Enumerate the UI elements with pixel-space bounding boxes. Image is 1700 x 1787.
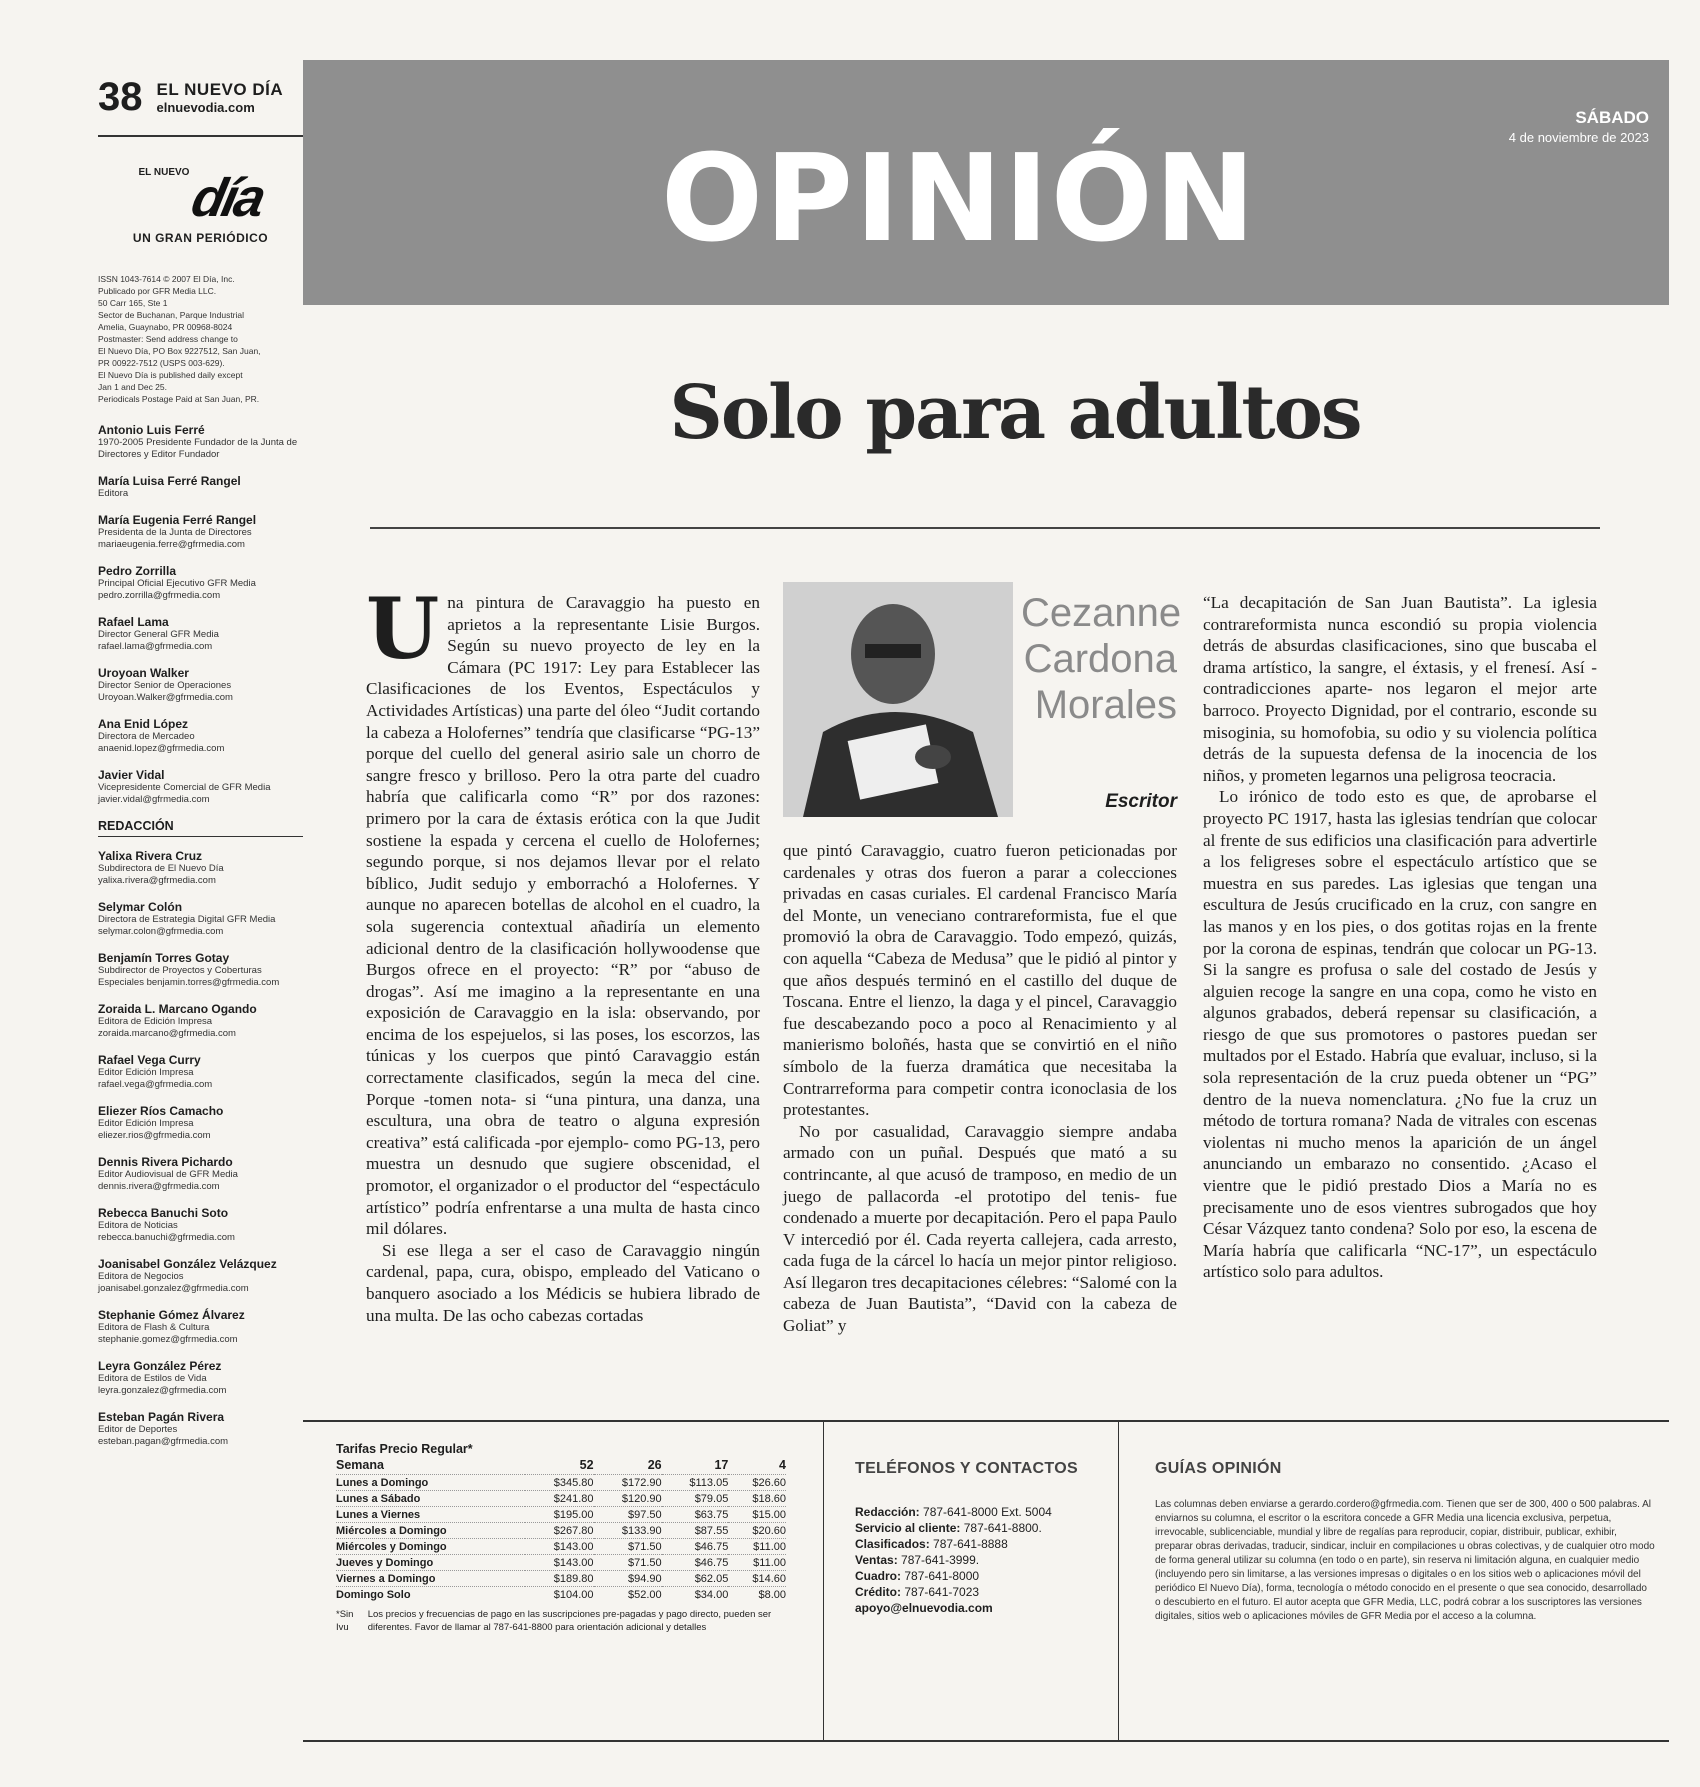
rate-value: $63.75 <box>662 1507 729 1523</box>
article-paragraph: Lo irónico de todo esto es que, de aprobarse el proyecto PC 1917, hasta las iglesias tendrían que colocar al frente de sus edificios una clasificación para advertirle a los feligreses sobre el espectáculo artístico que se muestra en sus paredes. Las iglesias que tengan una escultura de Jesús crucificado en la cruz, con sangre en las manos y en los pies, o dos gotitas rojas en la frente por la corona de espinas, tendrán que colocar un PG-13. Si la sangre es profusa o sale del costado de Jesús y alguien recoge la sangre en una copa, como he visto en algunos grabados, deberá repensar su clasificación, a riesgo de que sus promotores o pastores puedan ser multados por el Estado. Habría que evaluar, incluso, si la sola representación de la cruz pueda obtener un “PG” dentro de la nueva nomenclatura. ¿No fue la cruz un método de tortura romana? Nada de vitrales con escenas violentas ni mucho menos la aparición de un ángel anunciando un embarazo no consentido. ¿Acaso el vientre que le pidió prestado Dios a María no es precisamente uno de esos vientres subrogados que hoy César Vázquez tanto condena? Solo por eso, la escena de María habría que calificarla “NC-17”, un espectáculo artístico solo para adultos. <box>1203 787 1597 1282</box>
staff-role: Directora de Mercadeo anaenid.lopez@gfrmedia.com <box>98 731 225 754</box>
staff-item <box>98 1206 303 1244</box>
rate-value: $87.55 <box>662 1523 729 1539</box>
staff-list <box>98 423 303 806</box>
staff-role: Director Senior de Operaciones Uroyoan.Walker@gfrmedia.com <box>98 680 233 703</box>
imprint <box>98 273 303 405</box>
staff-role: 1970-2005 Presidente Fundador de la Junta de Directores y Editor Fundador <box>98 437 298 460</box>
redaccion-list <box>98 849 303 1448</box>
staff-role: Editora de Estilos de Vida leyra.gonzalez@gfrmedia.com <box>98 1373 227 1396</box>
rate-label: Lunes a Sábado <box>336 1491 525 1507</box>
contact-item <box>855 1552 1105 1568</box>
staff-role: Editora de Flash & Cultura stephanie.gomez@gfrmedia.com <box>98 1322 238 1345</box>
newspaper-logo <box>98 167 303 245</box>
rates-col-header: Semana <box>336 1458 384 1472</box>
rate-value: $8.00 <box>728 1587 786 1603</box>
imprint-line: El Nuevo Día is published daily except <box>98 370 243 380</box>
masthead-sidebar <box>98 60 303 1687</box>
staff-item <box>98 666 303 704</box>
contact-label: Redacción: <box>855 1505 920 1519</box>
staff-item <box>98 1002 303 1040</box>
paper-url: elnuevodia.com <box>156 100 255 115</box>
staff-item <box>98 951 303 989</box>
staff-role: Editor Edición Impresa rafael.vega@gfrmedia.com <box>98 1067 213 1090</box>
imprint-line: Publicado por GFR Media LLC. <box>98 286 217 296</box>
box-divider <box>1118 1422 1119 1740</box>
box-divider <box>823 1422 824 1740</box>
contact-item <box>855 1584 1105 1600</box>
contacts-title: TELÉFONOS Y CONTACTOS <box>855 1460 1078 1477</box>
rate-label: Viernes a Domingo <box>336 1571 525 1587</box>
staff-item <box>98 615 303 653</box>
staff-item <box>98 1104 303 1142</box>
staff-name: Ana Enid López <box>98 717 188 731</box>
table-row <box>336 1539 786 1555</box>
contact-phone[interactable]: 787-641-7023 <box>904 1585 980 1599</box>
imprint-line: El Nuevo Día, PO Box 9227512, San Juan, <box>98 346 261 356</box>
rate-value: $345.80 <box>525 1475 593 1491</box>
staff-role: Director General GFR Media rafael.lama@gfrmedia.com <box>98 629 219 652</box>
contact-item <box>855 1536 1105 1552</box>
staff-item <box>98 900 303 938</box>
rates-table <box>336 1456 786 1602</box>
table-row <box>336 1475 786 1491</box>
staff-name: Joanisabel González Velázquez <box>98 1257 277 1271</box>
staff-item <box>98 1155 303 1193</box>
author-box <box>783 582 1182 817</box>
rate-label: Lunes a Domingo <box>336 1475 525 1491</box>
staff-name: Pedro Zorrilla <box>98 564 177 578</box>
rates-period: 17 <box>714 1458 729 1472</box>
rate-value: $34.00 <box>662 1587 729 1603</box>
contact-phone[interactable]: 787-641-8000 Ext. 5004 <box>923 1505 1052 1519</box>
rate-value: $143.00 <box>525 1555 593 1571</box>
guias-text: Las columnas deben enviarse a gerardo.cordero@gfrmedia.com. Tienen que ser de 300, 400 o 500 palabras. Al enviarnos su columna, el escritor o la escritora concede a GFR Media una licencia exclusiva, perpetua, irrevocable, sublicenciable, mundial y libre de regalías para reproducir, copiar, distribuir, publicar, exhibir, preparar obras derivadas, traducir, sindicar, incluir en compilaciones u obras colectivas, y de cualquier otro modo de forma general utilizar su columna (en todo o en parte), sin reserva ni limitación alguna, en cualquier medio (incluyendo pero sin limitarse, a las versiones impresas o digitales o en los sitios web o aplicaciones móvil del periódico El Nuevo Día), forma, tecnología o método conocido en el presente o que sea conocido, desarrollado o descubierto en el futuro. El autor acepta que GFR Media, LLC, podrá cobrar a los suscriptores las versiones digitales, sitios web o aplicaciones móviles de GFR Media por el acceso a la columna. <box>1155 1499 1655 1622</box>
paper-name: EL NUEVO DÍA <box>156 80 284 99</box>
staff-item <box>98 1359 303 1397</box>
page-number: 38 <box>98 75 143 119</box>
staff-item <box>98 474 303 500</box>
rate-value: $133.90 <box>594 1523 662 1539</box>
rate-value: $14.60 <box>728 1571 786 1587</box>
staff-role: Editora de Edición Impresa zoraida.marcano@gfrmedia.com <box>98 1016 236 1039</box>
table-row <box>336 1491 786 1507</box>
staff-name: Benjamín Torres Gotay <box>98 951 230 965</box>
section-banner <box>303 60 1669 305</box>
staff-name: Selymar Colón <box>98 900 183 914</box>
paragraph-text: na pintura de Caravaggio ha puesto en aprietos a la representante Lisie Burgos. Según su nuevo proyecto de ley en la Cámara (PC 1917: Ley para Establecer las Clasificaciones de los Eventos, Espectáculos y Actividades Artísticas) una parte del óleo “Judit cortando la cabeza a Holofernes” tendría que clasificarse “PG-13” porque del cuello del general asirio sale un chorro de sangre fresco y brilloso. Pero la otra parte del cuadro habría que calificarla como “R” por dos razones: primero por la cara de éxtasis erótica con la que Judit sostiene la espada y cercena el cuello de Holofernes; segundo porque, si nos dejamos llevar por el relato bíblico, Judit sedujo y emborrachó a Holofernes. Y aunque no aparecen botellas de alcohol en el cuadro, la sola sugerencia contextual añadiría un elemento adicional dentro de la clasificación hollywoodense que Burgos ofrece en el proyecto: “R” por “abuso de drogas”. Así me imagino a la representante en una exposición de Caravaggio en la isla: observando, por encima de los espejuelos, si las poses, los escorzos, las túnicas y los cuerpos que pintó Caravaggio están correctamente clasificados, según la meca del cine. Porque -tomen nota- si “una pintura, una danza, una escultura, una obra de teatro o alguna expresión creativa” está calificada -por ejemplo- como PG-13, pero muestra un desnudo que sugiere obscenidad, el promotor, el organizador o el productor del “espectáculo artístico” podría enfrentarse a una multa de hasta cinco mil dólares. <box>366 593 760 1239</box>
article-headline: Solo para adultos <box>669 370 1361 456</box>
logo-small-text: EL NUEVO <box>138 167 190 178</box>
imprint-line: Amelia, Guaynabo, PR 00968-8024 <box>98 322 233 332</box>
contact-phone[interactable]: 787-641-8000 <box>904 1569 980 1583</box>
rates-period: 4 <box>779 1458 786 1472</box>
staff-role: Vicepresidente Comercial de GFR Media javier.vidal@gfrmedia.com <box>98 782 271 805</box>
article-paragraph: Si ese llega a ser el caso de Caravaggio ningún cardenal, papa, cura, obispo, empleado del Vaticano o banquero asociado a los Médicis se hubiera librado de una multa. De las ocho cabezas cortadas <box>366 1240 760 1325</box>
article-paragraph: “La decapitación de San Juan Bautista”. La iglesia contrareformista nunca escondió su propia violencia detrás de absurdas clasificaciones, sino que buscaba el drama artístico, la sangre, el éxtasis, y el frenesí. Así -contradicciones aparte- nos legaron el mejor arte barroco. Proyecto Dignidad, por el contrario, esconde su misoginia, su homofobia, su odio y su violencia política detrás de la supuesta defensa de la inocencia de los niños, y prometen legarnos una peligrosa teocracia. <box>1203 593 1597 785</box>
staff-item <box>98 717 303 755</box>
rate-value: $104.00 <box>525 1587 593 1603</box>
staff-name: Rebecca Banuchi Soto <box>98 1206 229 1220</box>
article-column-2 <box>783 840 1177 1337</box>
article-paragraph: que pintó Caravaggio, cuatro fueron peticionadas por cardenales y otras dos fueron a parar a colecciones privadas en casas curiales. El cardenal Francisco María del Monte, un veneciano contrareformista, fue el que promovió la obra de Caravaggio. Todo empezó, quizás, con aquella “Cabeza de Medusa” que le pidió al pintor y que años después terminó en el castillo del duque de Toscana. Entre el lienzo, la daga y el pincel, Caravaggio fue descabezando poco a poco al Renacimiento y al manierismo boloñés, hasta que se convirtió en el niño símbolo de la fuerza dramática que necesitaba la Contrarreforma para competir contra iconoclasia de los protestantes. <box>783 841 1177 1120</box>
imprint-line: Sector de Buchanan, Parque Industrial <box>98 310 245 320</box>
rate-value: $52.00 <box>594 1587 662 1603</box>
staff-name: Dennis Rivera Pichardo <box>98 1155 233 1169</box>
rates-header-row <box>336 1456 786 1475</box>
rate-value: $172.90 <box>594 1475 662 1491</box>
redaccion-label: REDACCIÓN <box>98 819 303 837</box>
rate-label: Miércoles a Domingo <box>336 1523 525 1539</box>
staff-role: Principal Oficial Ejecutivo GFR Media pedro.zorrilla@gfrmedia.com <box>98 578 256 601</box>
rate-label: Jueves y Domingo <box>336 1555 525 1571</box>
staff-name: María Luisa Ferré Rangel <box>98 474 241 488</box>
contacts-list <box>855 1504 1105 1616</box>
rates-title: Tarifas Precio Regular* <box>336 1442 473 1456</box>
imprint-line: Periodicals Postage Paid at San Juan, PR. <box>98 394 260 404</box>
staff-role: Editor Audiovisual de GFR Media dennis.rivera@gfrmedia.com <box>98 1169 238 1192</box>
table-row <box>336 1555 786 1571</box>
contact-label: Ventas: <box>855 1553 898 1567</box>
rate-value: $189.80 <box>525 1571 593 1587</box>
imprint-line: 50 Carr 165, Ste 1 <box>98 298 168 308</box>
contact-item <box>855 1520 1105 1536</box>
staff-name: Zoraida L. Marcano Ogando <box>98 1002 257 1016</box>
rates-period: 52 <box>579 1458 594 1472</box>
staff-role: Editor Edición Impresa eliezer.rios@gfrmedia.com <box>98 1118 211 1141</box>
rate-value: $143.00 <box>525 1539 593 1555</box>
author-role: Escritor <box>1105 791 1177 812</box>
staff-role: Subdirectora de El Nuevo Día yalixa.rivera@gfrmedia.com <box>98 863 224 886</box>
rate-value: $120.90 <box>594 1491 662 1507</box>
imprint-line: PR 00922-7512 (USPS 003-629). <box>98 358 225 368</box>
imprint-line: Postmaster: Send address change to <box>98 334 238 344</box>
contact-phone[interactable]: 787-641-3999. <box>901 1553 980 1567</box>
table-row <box>336 1507 786 1523</box>
rate-value: $15.00 <box>728 1507 786 1523</box>
staff-name: Stephanie Gómez Álvarez <box>98 1308 245 1322</box>
staff-name: Rafael Lama <box>98 615 169 629</box>
staff-item <box>98 849 303 887</box>
contact-phone[interactable]: 787-641-8800. <box>963 1521 1042 1535</box>
logo-word: día <box>187 168 269 228</box>
rates-period: 26 <box>647 1458 662 1472</box>
drop-cap: U <box>366 579 440 678</box>
staff-role: Editor de Deportes esteban.pagan@gfrmedia.com <box>98 1424 229 1447</box>
article-column-3 <box>1203 592 1597 1283</box>
page-header <box>98 60 303 137</box>
staff-role: Presidenta de la Junta de Directores mariaeugenia.ferre@gfrmedia.com <box>98 527 252 550</box>
contact-email[interactable]: apoyo@elnuevodia.com <box>855 1601 993 1615</box>
staff-item <box>98 1257 303 1295</box>
rate-label: Lunes a Viernes <box>336 1507 525 1523</box>
staff-item <box>98 1053 303 1091</box>
guias-section <box>1155 1460 1655 1624</box>
contact-label: Cuadro: <box>855 1569 901 1583</box>
imprint-line: Jan 1 and Dec 25. <box>98 382 167 392</box>
staff-role: Subdirector de Proyectos y Coberturas Especiales benjamin.torres@gfrmedia.com <box>98 965 280 988</box>
staff-name: María Eugenia Ferré Rangel <box>98 513 257 527</box>
contact-label: Clasificados: <box>855 1537 930 1551</box>
rates-note-marker: *Sin Ivu <box>336 1609 354 1633</box>
rate-value: $79.05 <box>662 1491 729 1507</box>
staff-item <box>98 1410 303 1448</box>
table-row <box>336 1523 786 1539</box>
rate-value: $71.50 <box>594 1555 662 1571</box>
staff-role: Editora <box>98 488 129 499</box>
rate-label: Domingo Solo <box>336 1587 525 1603</box>
rate-value: $11.00 <box>728 1555 786 1571</box>
contact-item <box>855 1504 1105 1520</box>
article-column-1 <box>366 579 760 1326</box>
staff-name: Rafael Vega Curry <box>98 1053 201 1067</box>
staff-name: Yalixa Rivera Cruz <box>98 849 203 863</box>
contact-label: Crédito: <box>855 1585 901 1599</box>
rates-note-text: Los precios y frecuencias de pago en las suscripciones pre-pagadas y pago directo, pueden ser diferentes. Favor de llamar al 787-641-8800 para orientación adicional y detalles <box>367 1609 772 1633</box>
staff-item <box>98 513 303 551</box>
bottom-info-box <box>303 1420 1669 1742</box>
section-title: OPINIÓN <box>661 130 1258 269</box>
staff-name: Antonio Luis Ferré <box>98 423 205 437</box>
rate-label: Miércoles y Domingo <box>336 1539 525 1555</box>
article-paragraph <box>366 579 760 1240</box>
rate-value: $26.60 <box>728 1475 786 1491</box>
staff-item <box>98 768 303 806</box>
staff-item <box>98 423 303 461</box>
staff-item <box>98 564 303 602</box>
staff-name: Esteban Pagán Rivera <box>98 1410 225 1424</box>
table-row <box>336 1571 786 1587</box>
staff-role: Editora de Noticias rebecca.banuchi@gfrmedia.com <box>98 1220 235 1243</box>
staff-name: Javier Vidal <box>98 768 165 782</box>
staff-role: Editora de Negocios joanisabel.gonzalez@gfrmedia.com <box>98 1271 249 1294</box>
rate-value: $195.00 <box>525 1507 593 1523</box>
headline-rule <box>370 527 1600 529</box>
rate-value: $20.60 <box>728 1523 786 1539</box>
staff-name: Eliezer Ríos Camacho <box>98 1104 224 1118</box>
author-name: Cezanne Cardona Morales <box>1021 591 1182 727</box>
rate-value: $62.05 <box>662 1571 729 1587</box>
rate-value: $46.75 <box>662 1539 729 1555</box>
rates-note <box>336 1608 816 1634</box>
guias-title: GUÍAS OPINIÓN <box>1155 1460 1282 1477</box>
contact-item <box>855 1568 1105 1584</box>
banner-date: 4 de noviembre de 2023 <box>1508 130 1649 145</box>
banner-day: SÁBADO <box>1575 108 1649 127</box>
rate-value: $71.50 <box>594 1539 662 1555</box>
rate-value: $113.05 <box>662 1475 729 1491</box>
rate-value: $46.75 <box>662 1555 729 1571</box>
staff-item <box>98 1308 303 1346</box>
rate-value: $97.50 <box>594 1507 662 1523</box>
staff-name: Uroyoan Walker <box>98 666 189 680</box>
imprint-line: ISSN 1043-7614 © 2007 El Día, Inc. <box>98 274 235 284</box>
staff-name: Leyra González Pérez <box>98 1359 222 1373</box>
author-photo-illustration <box>783 582 1013 817</box>
rate-value: $241.80 <box>525 1491 593 1507</box>
article-paragraph: No por casualidad, Caravaggio siempre andaba armado con un puñal. Después que mató a su contrincante, al que acusó de tramposo, en medio de un juego de pallacorda -el prototipo del tenis- fue condenado a muerte por decapitación. Pero el papa Paulo V intercedió por él. Cada reyerta callejera, cada arresto, cada fuga de la cárcel lo hacía un mejor pintor religioso. Así llegaron tres decapitaciones célebres: “Salomé con la cabeza de Juan Bautista”, “David con la cabeza de Goliat” y <box>783 1121 1177 1336</box>
rate-value: $94.90 <box>594 1571 662 1587</box>
logo-tagline: UN GRAN PERIÓDICO <box>132 231 269 245</box>
table-row <box>336 1587 786 1603</box>
author-photo <box>783 582 1013 817</box>
rate-value: $11.00 <box>728 1539 786 1555</box>
staff-role: Directora de Estrategia Digital GFR Media selymar.colon@gfrmedia.com <box>98 914 276 937</box>
rate-value: $267.80 <box>525 1523 593 1539</box>
rate-value: $18.60 <box>728 1491 786 1507</box>
contact-label: Servicio al cliente: <box>855 1521 961 1535</box>
contacts-section <box>855 1460 1105 1616</box>
subscription-rates <box>336 1442 816 1634</box>
contact-phone[interactable]: 787-641-8888 <box>933 1537 1008 1551</box>
